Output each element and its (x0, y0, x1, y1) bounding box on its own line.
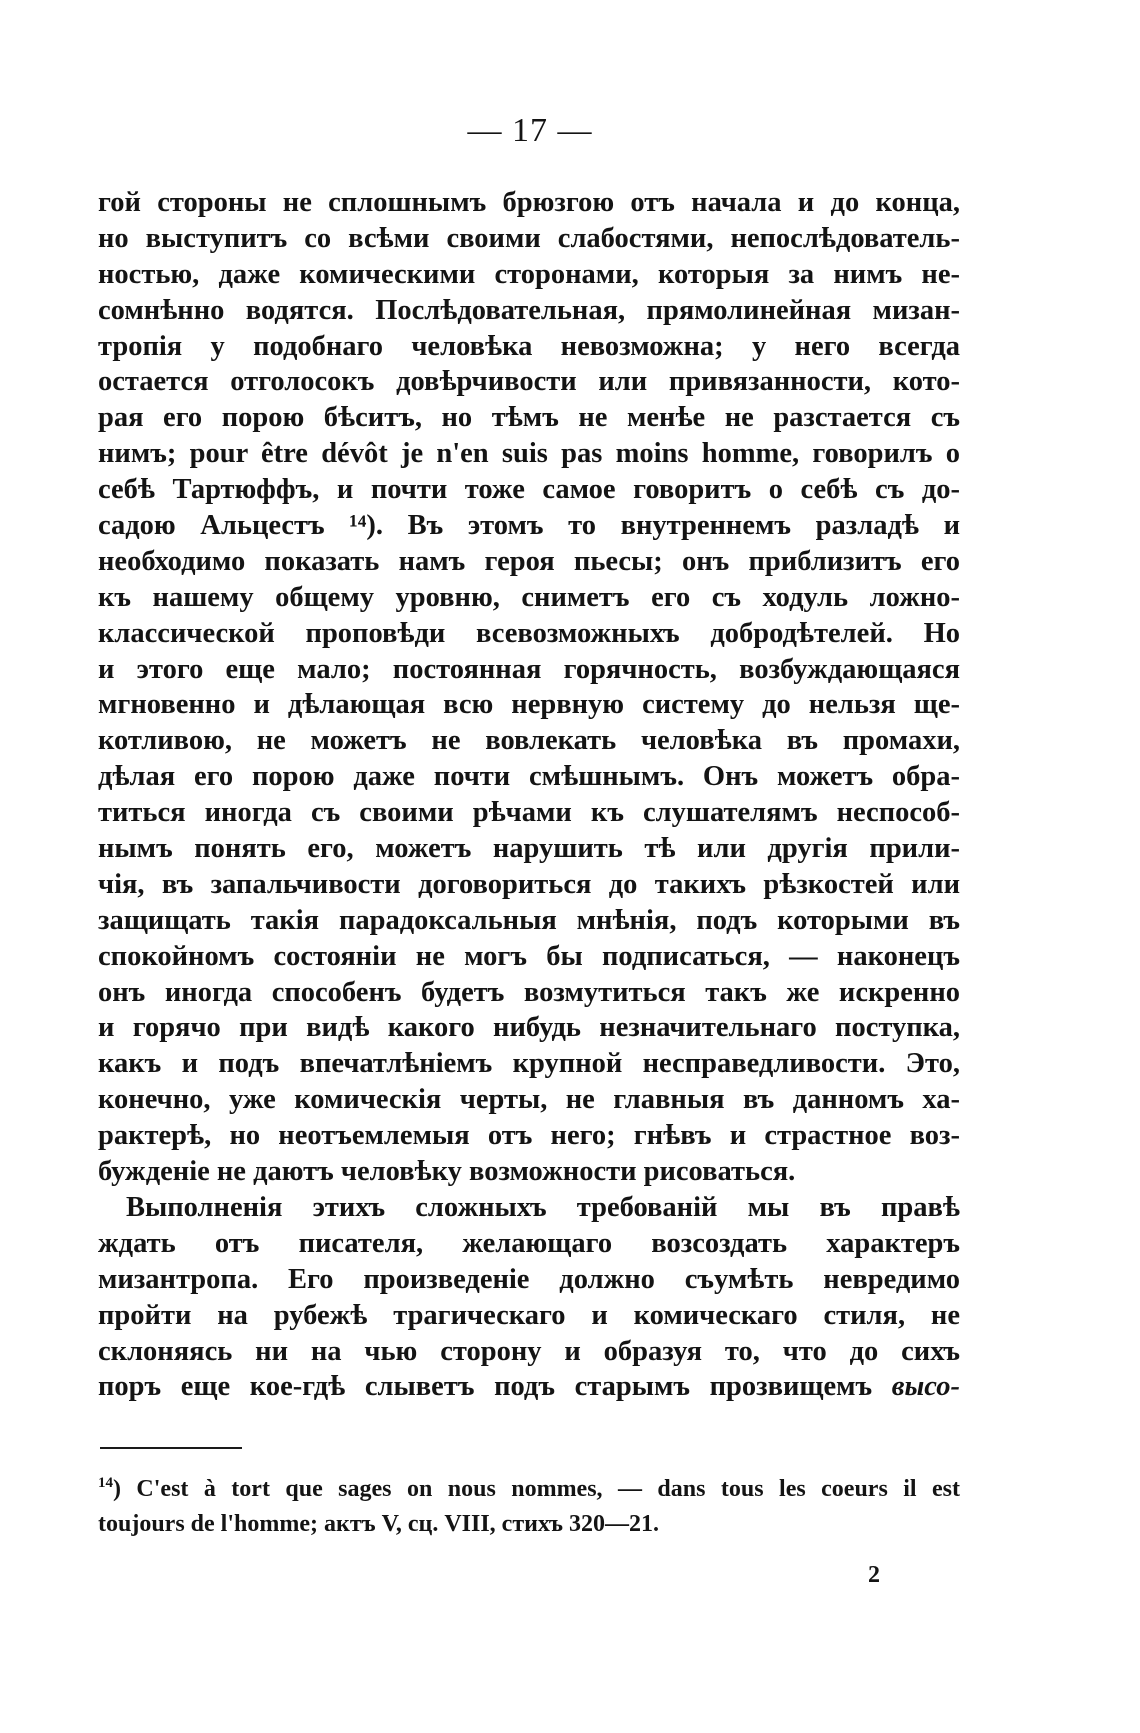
text-line: гой стороны не сплошнымъ брюзгою отъ начала и до конца, (98, 187, 960, 218)
text-line: ностью, даже комическими сторонами, которыя за нимъ не- (98, 258, 960, 290)
text-line: ждать отъ писателя, желающаго возсоздать характеръ (98, 1227, 960, 1259)
footnote-divider (100, 1447, 242, 1449)
text-line: себѣ Тартюффъ, и почти тоже самое говоритъ о себѣ съ до- (98, 474, 960, 506)
text-line: необходимо показать намъ героя пьесы; онъ приблизитъ его (98, 545, 960, 577)
text-line: тропія у подобнаго человѣка невозможна; у него всегда (98, 330, 960, 362)
text-line: садою Альцестъ ¹⁴). Въ этомъ то внутреннемъ разладѣ и (98, 510, 960, 542)
text-line: мгновенно и дѣлающая всю нервную систему до нельзя ще- (98, 689, 960, 721)
signature-mark: 2 (868, 1562, 880, 1588)
text-line: дѣлая его порою даже почти смѣшнымъ. Онъ можетъ обра- (98, 761, 960, 793)
main-text (98, 185, 960, 1405)
text-line: чія, въ запальчивости договориться до такихъ рѣзкостей или (98, 868, 960, 900)
text-line: конечно, уже комическія черты, не главныя въ данномъ ха- (98, 1084, 960, 1116)
footnote-line-2: toujours de l'homme; актъ V, сц. VIII, стихъ 320—21. (98, 1511, 660, 1537)
text-line: титься иногда съ своими рѣчами къ слушателямъ неспособ- (98, 797, 960, 829)
text-line: классической проповѣди всевозможныхъ добродѣтелей. Но (98, 617, 960, 649)
text-line-content: поръ еще кое-гдѣ слыветъ подъ старымъ прозвищемъ (98, 1371, 873, 1403)
text-line: остается отголосокъ довѣрчивости или привязанности, кото- (98, 366, 960, 398)
text-line: и горячо при видѣ какого нибудь незначительнаго поступка, (98, 1012, 960, 1044)
footnote-marker: 14 (98, 1475, 113, 1491)
footnote-line-1: ) C'est à tort que sages on nous nommes, — dans tous les coeurs il est (113, 1476, 960, 1502)
italic-word: высо- (891, 1371, 960, 1403)
text-line: нимъ; pour être dévôt je n'en suis pas moins homme, говорилъ о (98, 438, 960, 470)
text-line: сомнѣнно водятся. Послѣдовательная, прямолинейная мизан- (98, 294, 960, 326)
text-line: бужденіе не даютъ человѣку возможности рисоваться. (98, 1156, 796, 1188)
text-line: рая его порою бѣситъ, но тѣмъ не менѣе не разстается съ (98, 402, 960, 434)
text-line: мизантропа. Его произведеніе должно съумѣть невредимо (98, 1263, 960, 1295)
text-line: спокойномъ состояніи не могъ бы подписаться, — наконецъ (98, 940, 960, 972)
text-line: рактерѣ, но неотъемлемыя отъ него; гнѣвъ и страстное воз- (98, 1120, 960, 1152)
text-line: Выполненія этихъ сложныхъ требованій мы въ правѣ (126, 1191, 960, 1223)
footnotes (98, 1472, 960, 1542)
text-line: нымъ понять его, можетъ нарушить тѣ или другія прили- (98, 833, 960, 865)
text-line: защищать такія парадоксальныя мнѣнія, подъ которыми въ (98, 904, 960, 936)
text-line: и этого еще мало; постоянная горячность, возбуждающаяся (98, 653, 960, 685)
text-line: пройти на рубежѣ трагическаго и комическаго стиля, не (98, 1299, 960, 1331)
footnote-14 (98, 1472, 960, 1507)
text-line: онъ иногда способенъ будетъ возмутиться такъ же искренно (98, 976, 960, 1008)
text-line: какъ и подъ впечатлѣніемъ крупной несправедливости. Это, (98, 1048, 960, 1080)
text-line (98, 1369, 960, 1405)
text-line: склоняясь ни на чью сторону и образуя то, что до сихъ (98, 1335, 960, 1367)
page-number: — 17 — (467, 112, 593, 149)
text-line: но выступитъ со всѣми своими слабостями, непослѣдователь- (98, 222, 960, 254)
text-line: къ нашему общему уровню, сниметъ его съ ходуль ложно- (98, 581, 960, 613)
text-line: котливою, не можетъ не вовлекать человѣка въ промахи, (98, 725, 960, 757)
